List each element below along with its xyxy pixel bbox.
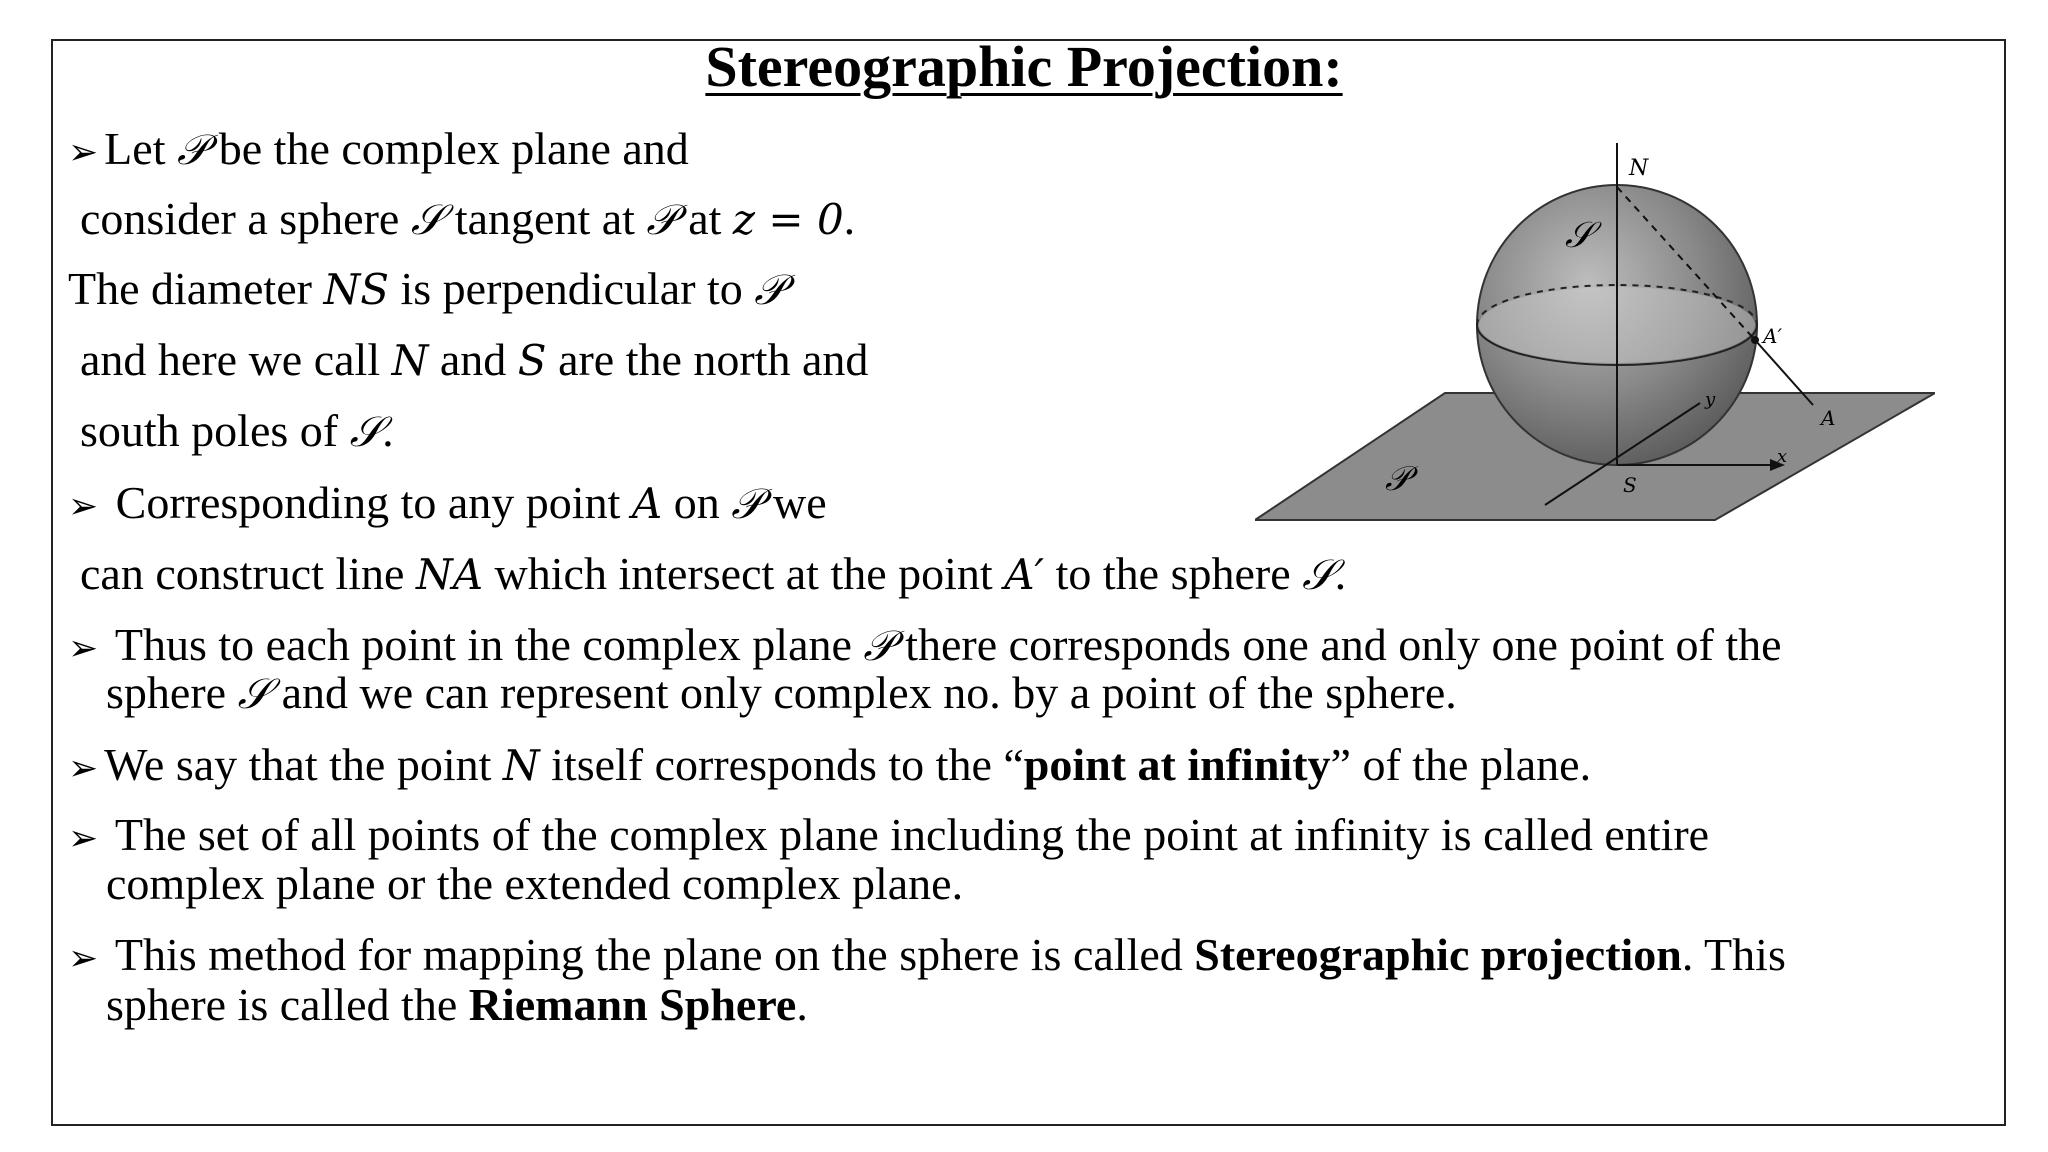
math-expression: z = 0 xyxy=(732,195,844,244)
text-run: which intersect at the point xyxy=(483,548,1005,599)
label-S-pole: S xyxy=(1623,473,1637,497)
text-run: Thus to each point in the complex plane xyxy=(104,619,864,670)
text-run: consider a sphere xyxy=(80,193,411,244)
text-run: can construct line xyxy=(80,548,416,599)
label-plane: 𝒫 xyxy=(1385,459,1410,499)
label-y: y xyxy=(1705,389,1716,410)
text-line-8 xyxy=(68,619,1782,670)
math-symbol: A xyxy=(631,479,663,528)
text-line-14 xyxy=(106,979,808,1030)
text-run: The diameter xyxy=(68,263,324,314)
text-run: sphere xyxy=(106,667,238,718)
bold-term: point at infinity xyxy=(1023,739,1331,790)
math-plane-symbol: 𝒫 xyxy=(646,195,677,244)
math-sphere-symbol: 𝒮 xyxy=(349,407,383,456)
text-run: The set of all points of the complex plane including the point at infinity is called entire xyxy=(104,809,1710,860)
bullet-arrow-icon: ➢ xyxy=(68,132,99,173)
text-line-5 xyxy=(80,405,394,456)
text-run: . xyxy=(382,405,394,456)
bullet-arrow-icon: ➢ xyxy=(68,818,99,859)
text-run: sphere is called the xyxy=(106,979,469,1030)
math-sphere-symbol: 𝒮 xyxy=(1302,550,1335,599)
text-run: and here we call xyxy=(80,334,392,385)
bullet-arrow-icon: ➢ xyxy=(68,938,99,979)
math-symbol: N xyxy=(502,741,540,790)
text-line-11 xyxy=(68,809,1710,860)
bold-term: Stereographic projection xyxy=(1194,929,1682,980)
text-line-4 xyxy=(80,334,869,385)
riemann-sphere-figure xyxy=(1255,135,1935,525)
text-run: This method for mapping the plane on the sphere is called xyxy=(104,929,1195,980)
text-line-3 xyxy=(68,263,785,314)
math-plane-symbol: 𝒫 xyxy=(863,621,894,670)
text-line-6 xyxy=(68,477,827,528)
text-line-1 xyxy=(68,123,689,174)
math-sphere-symbol: 𝒮 xyxy=(237,669,271,718)
text-line-2 xyxy=(80,193,856,244)
point-A-prime xyxy=(1751,336,1759,344)
text-run: Corresponding to any point xyxy=(104,477,632,528)
math-diameter: NS xyxy=(323,265,389,314)
slide-title: Stereographic Projection: xyxy=(705,34,1343,99)
label-A: A xyxy=(1821,406,1836,430)
math-symbol: A′ xyxy=(1004,550,1045,599)
text-run: on xyxy=(662,477,732,528)
bullet-arrow-icon: ➢ xyxy=(68,628,99,669)
math-plane-symbol: 𝒫 xyxy=(731,479,762,528)
text-line-9 xyxy=(106,667,1457,718)
text-run: complex plane or the extended complex plane. xyxy=(106,858,964,909)
text-run: are the north and xyxy=(546,334,869,385)
bold-term: Riemann Sphere xyxy=(468,979,797,1030)
text-run: to the sphere xyxy=(1044,548,1303,599)
label-sphere: 𝒮 xyxy=(1565,215,1593,256)
text-run: Let xyxy=(104,123,177,174)
text-run: . xyxy=(843,193,856,244)
math-symbol: S xyxy=(517,336,547,385)
text-run: be the complex plane and xyxy=(207,123,689,174)
label-x: x xyxy=(1777,446,1788,467)
text-run: is perpendicular to xyxy=(388,263,755,314)
math-symbol: N xyxy=(391,336,429,385)
text-line-7 xyxy=(80,548,1347,599)
text-run: there corresponds one and only one point of the xyxy=(893,619,1782,670)
text-run: south poles of xyxy=(80,405,350,456)
math-plane-symbol: 𝒫 xyxy=(176,125,208,174)
bullet-arrow-icon: ➢ xyxy=(68,748,99,789)
text-run: tangent at xyxy=(443,193,647,244)
text-run: and we can represent only complex no. by a point of the sphere. xyxy=(270,667,1457,718)
text-run: we xyxy=(761,477,827,528)
text-run: at xyxy=(676,193,733,244)
bullet-arrow-icon: ➢ xyxy=(68,486,99,527)
text-line-12 xyxy=(106,858,964,909)
text-run: and xyxy=(428,334,518,385)
text-run: . This xyxy=(1681,929,1786,980)
text-line-13 xyxy=(68,929,1786,980)
text-run: We say that the point xyxy=(104,739,503,790)
text-run: . xyxy=(1334,548,1347,599)
math-plane-symbol: 𝒫 xyxy=(754,265,785,314)
label-A-prime: A′ xyxy=(1763,324,1782,348)
text-line-10 xyxy=(68,739,1592,790)
label-N: N xyxy=(1629,156,1649,181)
math-sphere-symbol: 𝒮 xyxy=(410,195,444,244)
text-run: itself corresponds to the “ xyxy=(539,739,1024,790)
text-run: ” of the plane. xyxy=(1330,739,1592,790)
text-run: . xyxy=(796,979,808,1030)
math-line: NA xyxy=(415,550,484,599)
